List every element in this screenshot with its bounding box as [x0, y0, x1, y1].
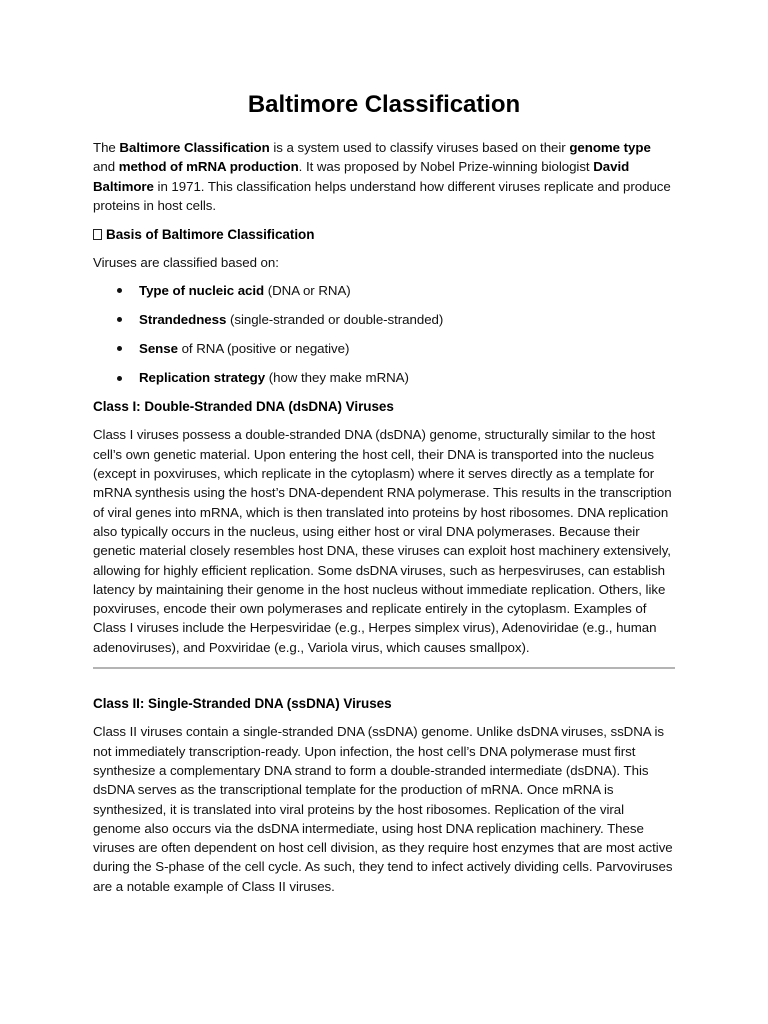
intro-text-5: in 1971. This classification helps understand how different viruses replicate and produce proteins in host cells. — [93, 178, 671, 213]
list-item — [139, 339, 675, 358]
intro-text-2: is a system used to classify viruses based on their — [269, 140, 570, 155]
list-item-text: (how they make mRNA) — [265, 370, 409, 386]
missing-glyph-icon — [93, 229, 102, 240]
class2-paragraph: Class II viruses contain a single-stranded DNA (ssDNA) genome. Unlike dsDNA viruses, ssDNA is not immediately transcription-ready. Upon infection, the host cell’s DNA polymerase must first synthesize a complementary DNA strand to form a double-stranded intermediate (dsDNA). This dsDNA serves as the transcriptional template for the production of mRNA. Once mRNA is synthesized, it is translated into viral proteins by the host ribosomes. Replication of the viral genome also occurs via the dsDNA intermediate, using host DNA replication machinery. These viruses are often dependent on host cell division, as they require host enzymes that are most active during the S-phase of the cell cycle. As such, they tend to infect actively dividing cells. Parvoviruses are a notable example of Class II viruses. — [93, 724, 673, 894]
intro-bold-1: Baltimore Classification — [119, 140, 270, 155]
basis-heading-text: Basis of Baltimore Classification — [106, 227, 315, 243]
horizontal-divider — [93, 667, 675, 669]
list-item — [139, 281, 675, 300]
list-item-bold: Replication strategy — [139, 370, 266, 386]
page-title: Baltimore Classification — [247, 91, 521, 118]
list-item-bold: Type of nucleic acid — [139, 282, 265, 298]
list-item-bold: Sense — [139, 340, 178, 356]
intro-bold-2: genome type — [569, 140, 651, 155]
list-item-text: (DNA or RNA) — [264, 282, 351, 298]
intro-text-3: and — [93, 159, 119, 175]
intro-bold-3: method of mRNA production — [118, 159, 299, 175]
basis-heading — [93, 225, 675, 244]
list-item-text: of RNA (positive or negative) — [177, 340, 350, 356]
class1-paragraph: Class I viruses possess a double-stranded DNA (dsDNA) genome, structurally similar to the host cell’s own genetic material. Upon entering the host cell, their DNA is transported into the nucleus (except in poxviruses, which replicate in the cytoplasm) where it serves directly as a template for mRNA synthesis using the host’s DNA-dependent RNA polymerase. This results in the transcription of viral genes into mRNA, which is then translated into proteins by host ribosomes. DNA replication also typically occurs in the nucleus, using either host or viral DNA polymerases. Because their genetic material closely resembles host DNA, these viruses can exploit host machinery extensively, allowing for highly efficient replication. Some dsDNA viruses, such as herpesviruses, can establish latency by maintaining their genome in the host nucleus without immediate replication. Others, like poxviruses, encode their own polymerases and replicate entirely in the cytoplasm. Examples of Class I viruses include the Herpesviridae (e.g., Herpes simplex virus), Adenoviridae (e.g., human adenoviruses), and Poxviridae (e.g., Variola virus, which causes smallpox). — [93, 427, 672, 655]
intro-bold-4: David Baltimore — [93, 159, 630, 194]
intro-paragraph — [93, 138, 675, 215]
class1-heading: Class I: Double-Stranded DNA (dsDNA) Viruses — [93, 399, 394, 415]
intro-text-1: The — [93, 140, 120, 155]
list-item — [139, 310, 675, 329]
intro-text-4: . It was proposed by Nobel Prize-winning biologist — [298, 159, 594, 175]
list-item — [139, 368, 675, 387]
basis-lead: Viruses are classified based on: — [93, 255, 279, 271]
class2-heading: Class II: Single-Stranded DNA (ssDNA) Viruses — [93, 696, 392, 712]
basis-list — [93, 281, 675, 388]
list-item-text: (single-stranded or double-stranded) — [226, 311, 444, 327]
document-body — [93, 88, 675, 906]
list-item-bold: Strandedness — [139, 311, 227, 327]
